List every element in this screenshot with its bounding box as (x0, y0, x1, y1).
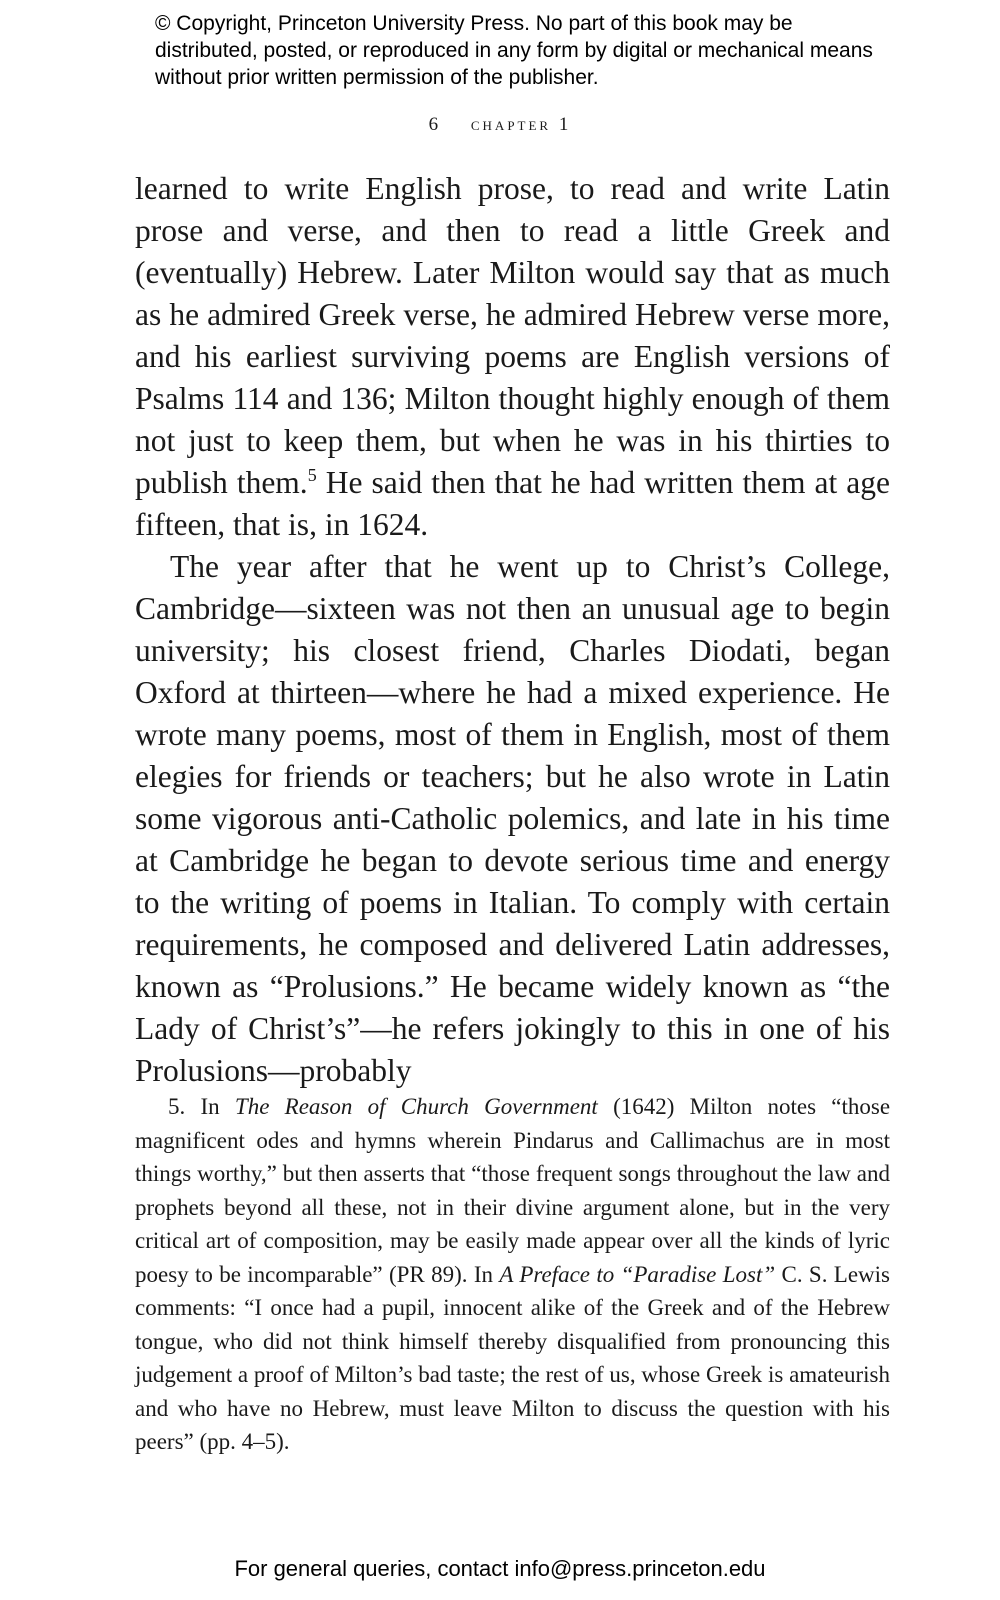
paragraph-1 (135, 168, 890, 546)
page-number: 6 (428, 114, 442, 135)
footnote-reference[interactable]: 5 (307, 465, 317, 485)
copyright-notice: © Copyright, Princeton University Press. No part of this book may be distributed, posted, or reproduced in any form by digital or mechanical means without prior written permission of the publisher. (155, 12, 873, 89)
paragraph-1-tail: He said then that he had written them at age fifteen, that is, in 1624. (135, 465, 891, 542)
footnote-title-2: A Preface to “Paradise Lost” (499, 1261, 776, 1287)
footnote-5 (135, 1090, 890, 1459)
footnote (135, 1090, 890, 1459)
footnote-text-2: C. S. Lewis comments: “I once had a pupil, innocent alike of the Greek and of the Hebrew tongue, who did not think himself thereby disqualified from pronouncing this judgement a proof of Milton’s bad taste; the rest of us, whose Greek is amateurish and who have no Hebrew, must leave Milton to discuss the question with his peers” (pp. 4–5). (135, 1261, 891, 1454)
chapter-title: chapter 1 (470, 114, 572, 135)
footnote-text-1: (1642) Milton notes “those magnificent odes and hymns wherein Pindarus and Callimachus are in most things worthy,” but then asserts that “those frequent songs throughout the law and prophets beyond all these, not in their divine argument alone, but in the very critical art of composition, may be easily made appear over all the kinds of lyric poesy to be incomparable” (PR 89). In (135, 1094, 891, 1287)
paragraph-2: The year after that he went up to Christ’s College, Cambridge—sixteen was not then an unusual age to begin university; his closest friend, Charles Diodati, began Oxford at thirteen—where he had a mixed experience. He wrote many poems, most of them in English, most of them elegies for friends or teachers; but he also wrote in Latin some vigorous anti-Catholic polemics, and late in his time at Cambridge he began to devote serious time and energy to the writing of poems in Italian. To comply with certain requirements, he composed and delivered Latin addresses, known as “Prolusions.” He became widely known as “the Lady of Christ’s”—he refers jokingly to this in one of his Prolusions—probably (135, 549, 890, 1088)
main-text (135, 168, 890, 1092)
footnote-title-1: The Reason of Church Government (234, 1094, 598, 1119)
footnote-number: 5. (168, 1094, 186, 1119)
running-head (0, 114, 1000, 136)
footer-contact: For general queries, contact info@press.princeton.edu (234, 1556, 766, 1581)
paragraph-1-text: learned to write English prose, to read and write Latin prose and verse, and then to read a little Greek and (eventually) Hebrew. Later Milton would say that as much as he admired Greek verse, he admired Hebrew verse more, and his earliest surviving poems are English versions of Psalms 114 and 136; Milton thought highly enough of them not just to keep them, but when he was in his thirties to publish them. (135, 171, 890, 500)
footnote-in: In (200, 1094, 220, 1119)
